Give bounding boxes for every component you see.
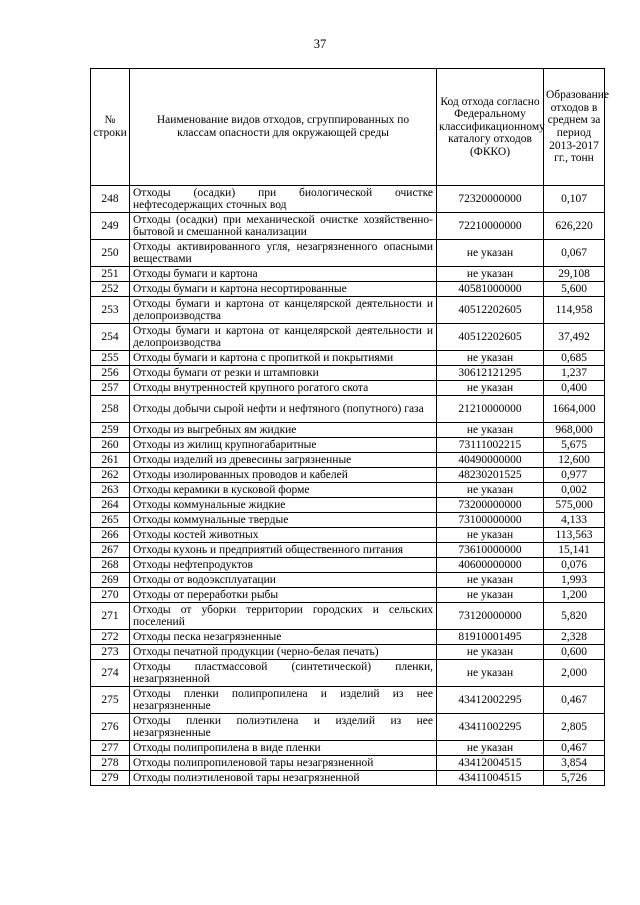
row-number-cell: 250 [91, 240, 130, 267]
table-row [91, 630, 605, 645]
waste-name-cell: Отходы (осадки) при механической очистке хозяйственно-бытовой и смешанной канализации [130, 213, 437, 240]
table-row [91, 438, 605, 453]
waste-table [90, 68, 610, 786]
table-row [91, 423, 605, 438]
table-row [91, 714, 605, 741]
table-row [91, 468, 605, 483]
waste-name-cell: Отходы изолированных проводов и кабелей [130, 468, 437, 483]
waste-amount-cell: 113,563 [544, 528, 605, 543]
waste-amount-cell: 114,958 [544, 297, 605, 324]
table-row [91, 573, 605, 588]
fkko-code-cell: не указан [437, 573, 544, 588]
table-row [91, 588, 605, 603]
waste-amount-cell: 0,467 [544, 741, 605, 756]
fkko-code-cell: 30612121295 [437, 366, 544, 381]
fkko-code-cell: 72210000000 [437, 213, 544, 240]
waste-name-cell: Отходы нефтепродуктов [130, 558, 437, 573]
row-number-cell: 279 [91, 771, 130, 786]
waste-name-cell: Отходы бумаги и картона с пропиткой и покрытиями [130, 351, 437, 366]
waste-amount-cell: 626,220 [544, 213, 605, 240]
waste-amount-cell: 0,400 [544, 381, 605, 396]
fkko-code-cell: 40600000000 [437, 558, 544, 573]
row-number-cell: 253 [91, 297, 130, 324]
table-row [91, 498, 605, 513]
waste-name-cell: Отходы от водоэксплуатации [130, 573, 437, 588]
waste-name-cell: Отходы от переработки рыбы [130, 588, 437, 603]
waste-name-cell: Отходы бумаги и картона от канцелярской деятельности и делопроизводства [130, 297, 437, 324]
table-row [91, 396, 605, 423]
fkko-code-cell: не указан [437, 528, 544, 543]
page-number: 37 [313, 37, 327, 51]
row-number-cell: 274 [91, 660, 130, 687]
header-row-number: № строки [91, 69, 130, 186]
header-waste-name: Наименование видов отходов, сгруппированных по классам опасности для окружающей среды [130, 69, 437, 186]
waste-name-cell: Отходы (осадки) при биологической очистке нефтесодержащих сточных вод [130, 186, 437, 213]
waste-amount-cell: 2,805 [544, 714, 605, 741]
waste-amount-cell: 15,141 [544, 543, 605, 558]
row-number-cell: 272 [91, 630, 130, 645]
waste-name-cell: Отходы бумаги от резки и штамповки [130, 366, 437, 381]
table-row [91, 543, 605, 558]
table-row [91, 324, 605, 351]
fkko-code-cell: не указан [437, 741, 544, 756]
waste-name-cell: Отходы изделий из древесины загрязненные [130, 453, 437, 468]
table-row [91, 267, 605, 282]
waste-name-cell: Отходы кухонь и предприятий общественного питания [130, 543, 437, 558]
table-row [91, 381, 605, 396]
fkko-code-cell: 40490000000 [437, 453, 544, 468]
fkko-code-cell: не указан [437, 645, 544, 660]
row-number-cell: 249 [91, 213, 130, 240]
waste-name-cell: Отходы печатной продукции (черно-белая печать) [130, 645, 437, 660]
waste-amount-cell: 5,675 [544, 438, 605, 453]
row-number-cell: 265 [91, 513, 130, 528]
row-number-cell: 262 [91, 468, 130, 483]
waste-amount-cell: 0,977 [544, 468, 605, 483]
table-row [91, 366, 605, 381]
fkko-code-cell: 73120000000 [437, 603, 544, 630]
waste-name-cell: Отходы из жилищ крупногабаритные [130, 438, 437, 453]
fkko-code-cell: 40512202605 [437, 324, 544, 351]
waste-name-cell: Отходы от уборки территории городских и сельских поселений [130, 603, 437, 630]
row-number-cell: 268 [91, 558, 130, 573]
waste-amount-cell: 5,820 [544, 603, 605, 630]
waste-name-cell: Отходы бумаги и картона [130, 267, 437, 282]
waste-name-cell: Отходы добычи сырой нефти и нефтяного (попутного) газа [130, 396, 437, 423]
waste-amount-cell: 5,600 [544, 282, 605, 297]
waste-name-cell: Отходы керамики в кусковой форме [130, 483, 437, 498]
fkko-code-cell: не указан [437, 588, 544, 603]
waste-amount-cell: 1,237 [544, 366, 605, 381]
table-row [91, 483, 605, 498]
row-number-cell: 271 [91, 603, 130, 630]
waste-name-cell: Отходы внутренностей крупного рогатого скота [130, 381, 437, 396]
waste-name-cell: Отходы пленки полиэтилена и изделий из нее незагрязненные [130, 714, 437, 741]
table-row [91, 660, 605, 687]
row-number-cell: 260 [91, 438, 130, 453]
table-row [91, 558, 605, 573]
fkko-code-cell: не указан [437, 660, 544, 687]
waste-name-cell: Отходы бумаги и картона несортированные [130, 282, 437, 297]
waste-name-cell: Отходы коммунальные жидкие [130, 498, 437, 513]
row-number-cell: 259 [91, 423, 130, 438]
row-number-cell: 266 [91, 528, 130, 543]
fkko-code-cell: не указан [437, 381, 544, 396]
row-number-cell: 261 [91, 453, 130, 468]
row-number-cell: 251 [91, 267, 130, 282]
row-number-cell: 258 [91, 396, 130, 423]
waste-amount-cell: 0,067 [544, 240, 605, 267]
table-row [91, 186, 605, 213]
fkko-code-cell: не указан [437, 351, 544, 366]
waste-name-cell: Отходы пластмассовой (синтетической) пленки, незагрязненной [130, 660, 437, 687]
fkko-code-cell: не указан [437, 423, 544, 438]
waste-amount-cell: 575,000 [544, 498, 605, 513]
table-row [91, 771, 605, 786]
waste-amount-cell: 0,600 [544, 645, 605, 660]
fkko-code-cell: 40581000000 [437, 282, 544, 297]
waste-amount-cell: 3,854 [544, 756, 605, 771]
waste-amount-cell: 37,492 [544, 324, 605, 351]
waste-amount-cell: 0,467 [544, 687, 605, 714]
table-row [91, 528, 605, 543]
waste-amount-cell: 4,133 [544, 513, 605, 528]
row-number-cell: 263 [91, 483, 130, 498]
fkko-code-cell: не указан [437, 240, 544, 267]
header-waste-amount: Образование отходов в среднем за период 2013-2017 гг., тонн [544, 69, 605, 186]
row-number-cell: 256 [91, 366, 130, 381]
fkko-code-cell: 81910001495 [437, 630, 544, 645]
waste-name-cell: Отходы пленки полипропилена и изделий из нее незагрязненные [130, 687, 437, 714]
table-row [91, 687, 605, 714]
row-number-cell: 255 [91, 351, 130, 366]
fkko-code-cell: 73100000000 [437, 513, 544, 528]
waste-amount-cell: 1664,000 [544, 396, 605, 423]
waste-amount-cell: 0,076 [544, 558, 605, 573]
fkko-code-cell: 40512202605 [437, 297, 544, 324]
row-number-cell: 275 [91, 687, 130, 714]
waste-amount-cell: 2,000 [544, 660, 605, 687]
row-number-cell: 248 [91, 186, 130, 213]
waste-name-cell: Отходы полипропиленовой тары незагрязненной [130, 756, 437, 771]
fkko-code-cell: 21210000000 [437, 396, 544, 423]
fkko-code-cell: 43411002295 [437, 714, 544, 741]
fkko-code-cell: 73200000000 [437, 498, 544, 513]
table-row [91, 645, 605, 660]
table-row [91, 240, 605, 267]
waste-amount-cell: 1,993 [544, 573, 605, 588]
fkko-code-cell: 48230201525 [437, 468, 544, 483]
waste-name-cell: Отходы полиэтиленовой тары незагрязненной [130, 771, 437, 786]
fkko-code-cell: 73111002215 [437, 438, 544, 453]
header-fkko-code: Код отхода согласно Федеральному классификационному каталогу отходов (ФККО) [437, 69, 544, 186]
row-number-cell: 270 [91, 588, 130, 603]
table-row [91, 213, 605, 240]
fkko-code-cell: 43412004515 [437, 756, 544, 771]
row-number-cell: 254 [91, 324, 130, 351]
table-row [91, 741, 605, 756]
fkko-code-cell: 72320000000 [437, 186, 544, 213]
table-row [91, 351, 605, 366]
row-number-cell: 277 [91, 741, 130, 756]
table-row [91, 513, 605, 528]
waste-name-cell: Отходы коммунальные твердые [130, 513, 437, 528]
table-row [91, 453, 605, 468]
waste-amount-cell: 5,726 [544, 771, 605, 786]
waste-name-cell: Отходы из выгребных ям жидкие [130, 423, 437, 438]
row-number-cell: 252 [91, 282, 130, 297]
waste-name-cell: Отходы песка незагрязненные [130, 630, 437, 645]
row-number-cell: 276 [91, 714, 130, 741]
waste-name-cell: Отходы бумаги и картона от канцелярской деятельности и делопроизводства [130, 324, 437, 351]
waste-amount-cell: 2,328 [544, 630, 605, 645]
fkko-code-cell: 43411004515 [437, 771, 544, 786]
table-row [91, 297, 605, 324]
fkko-code-cell: 43412002295 [437, 687, 544, 714]
row-number-cell: 257 [91, 381, 130, 396]
fkko-code-cell: не указан [437, 483, 544, 498]
table-body [91, 186, 605, 786]
waste-amount-cell: 968,000 [544, 423, 605, 438]
table-row [91, 756, 605, 771]
row-number-cell: 264 [91, 498, 130, 513]
waste-amount-cell: 12,600 [544, 453, 605, 468]
waste-name-cell: Отходы полипропилена в виде пленки [130, 741, 437, 756]
fkko-code-cell: 73610000000 [437, 543, 544, 558]
waste-amount-cell: 29,108 [544, 267, 605, 282]
row-number-cell: 273 [91, 645, 130, 660]
row-number-cell: 269 [91, 573, 130, 588]
fkko-code-cell: не указан [437, 267, 544, 282]
row-number-cell: 278 [91, 756, 130, 771]
waste-name-cell: Отходы костей животных [130, 528, 437, 543]
table-header-row [91, 69, 605, 186]
waste-amount-cell: 1,200 [544, 588, 605, 603]
table-row [91, 603, 605, 630]
waste-amount-cell: 0,002 [544, 483, 605, 498]
row-number-cell: 267 [91, 543, 130, 558]
table-row [91, 282, 605, 297]
waste-amount-cell: 0,107 [544, 186, 605, 213]
waste-name-cell: Отходы активированного угля, незагрязненного опасными веществами [130, 240, 437, 267]
waste-amount-cell: 0,685 [544, 351, 605, 366]
